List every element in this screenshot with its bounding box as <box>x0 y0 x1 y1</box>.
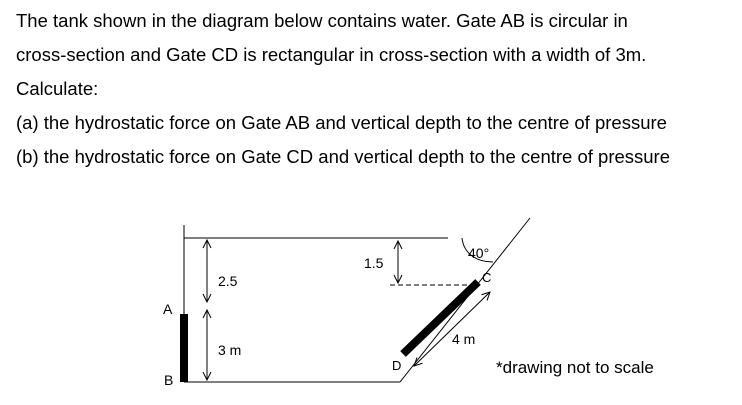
label-point-d: D <box>392 358 402 373</box>
problem-line-5: (b) the hydrostatic force on Gate CD and vertical depth to the centre of pressure <box>16 146 671 167</box>
label-depth-to-a: 2.5 <box>218 273 238 289</box>
problem-line-3: Calculate: <box>16 78 99 99</box>
problem-line-1: The tank shown in the diagram below contains water. Gate AB is circular in <box>16 10 628 31</box>
problem-line-2: cross-section and Gate CD is rectangular in cross-section with a width of 3m. <box>16 44 647 65</box>
label-angle: 40° <box>468 245 490 261</box>
label-point-c: C <box>482 270 492 285</box>
label-point-b: B <box>164 372 174 388</box>
label-gate-cd-length: 4 m <box>452 331 476 347</box>
label-depth-to-c: 1.5 <box>364 255 384 271</box>
drawing-note: *drawing not to scale <box>496 358 654 377</box>
label-gate-ab-length: 3 m <box>218 342 242 358</box>
gate-ab <box>180 314 188 382</box>
problem-line-4: (a) the hydrostatic force on Gate AB and vertical depth to the centre of pressure <box>16 112 667 133</box>
label-point-a: A <box>163 301 173 317</box>
